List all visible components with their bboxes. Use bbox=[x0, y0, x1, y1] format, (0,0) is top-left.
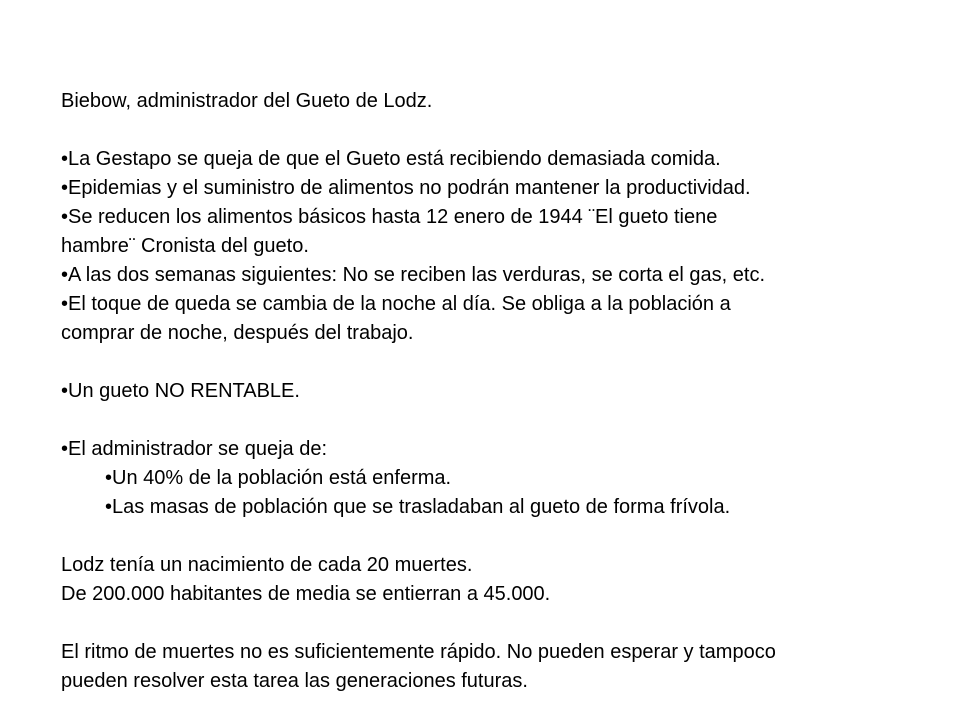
bullet-administrador-queja: •El administrador se queja de: bbox=[61, 438, 328, 460]
bullet-gestapo: •La Gestapo se queja de que el Gueto está recibiendo demasiada comida. bbox=[61, 148, 721, 170]
slide-title: Biebow, administrador del Gueto de Lodz. bbox=[61, 90, 433, 112]
bullet-no-rentable: •Un gueto NO RENTABLE. bbox=[61, 380, 300, 402]
sub-bullet-masas: •Las masas de población que se trasladaban al gueto de forma frívola. bbox=[105, 496, 731, 518]
stat-habitantes: De 200.000 habitantes de media se entierran a 45.000. bbox=[61, 583, 551, 605]
spacer bbox=[61, 406, 931, 435]
bullet-semanas: •A las dos semanas siguientes: No se reciben las verduras, se corta el gas, etc. bbox=[61, 264, 766, 286]
bullet-epidemias: •Epidemias y el suministro de alimentos no podrán mantener la productividad. bbox=[61, 177, 751, 199]
conclusion-line-2: pueden resolver esta tarea las generaciones futuras. bbox=[61, 670, 528, 692]
bullet-toque-queda-cont: comprar de noche, después del trabajo. bbox=[61, 322, 414, 344]
bullet-alimentos-cont: hambre¨ Cronista del gueto. bbox=[61, 235, 309, 257]
stat-nacimientos: Lodz tenía un nacimiento de cada 20 muertes. bbox=[61, 554, 473, 576]
slide-text-body bbox=[61, 87, 931, 696]
spacer bbox=[61, 348, 931, 377]
spacer bbox=[61, 116, 931, 145]
spacer bbox=[61, 609, 931, 638]
bullet-alimentos: •Se reducen los alimentos básicos hasta 12 enero de 1944 ¨El gueto tiene bbox=[61, 206, 718, 228]
conclusion-line-1: El ritmo de muertes no es suficientemente rápido. No pueden esperar y tampoco bbox=[61, 641, 776, 663]
sub-bullet-enferma: •Un 40% de la población está enferma. bbox=[105, 467, 452, 489]
spacer bbox=[61, 522, 931, 551]
bullet-toque-queda: •El toque de queda se cambia de la noche al día. Se obliga a la población a bbox=[61, 293, 731, 315]
